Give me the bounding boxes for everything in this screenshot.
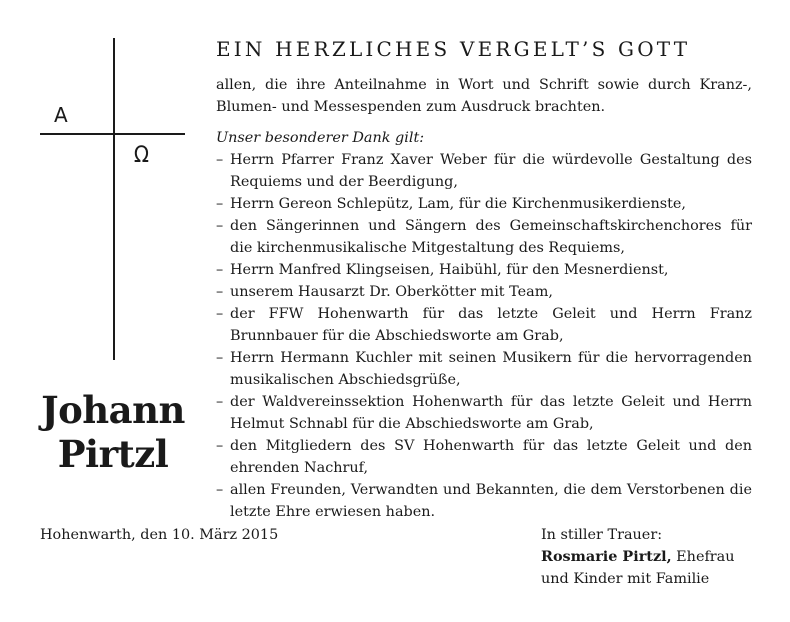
- thanks-item: – Herrn Manfred Klingseisen, Haibühl, für den Mesnerdienst,: [216, 259, 752, 281]
- deceased-first-name: Johann: [41, 388, 185, 432]
- deceased-last-name: Pirtzl: [57, 432, 169, 476]
- mourner-name: Rosmarie Pirtzl,: [541, 548, 672, 565]
- cross-vertical-bar: [113, 38, 115, 360]
- alpha-symbol: A: [54, 103, 68, 127]
- intro-text: allen, die ihre Anteilnahme in Wort und Schrift sowie durch Kranz-, Blumen- und Messespenden zum Ausdruck brachten.: [216, 77, 752, 115]
- mourning-name-line: [541, 546, 735, 568]
- heading: EIN HERZLICHES VERGELT’S GOTT: [216, 37, 691, 61]
- mourning-label: In stiller Trauer:: [541, 527, 663, 543]
- place-date: Hohenwarth, den 10. März 2015: [40, 527, 279, 543]
- thanks-item: – Herrn Pfarrer Franz Xaver Weber für die würdevolle Gestaltung des Requiems und der Beerdigung,: [216, 149, 752, 193]
- mourner-relation: Ehefrau: [671, 549, 735, 565]
- thanks-item: – unserem Hausarzt Dr. Oberkötter mit Team,: [216, 281, 752, 303]
- thanks-item: – den Sängerinnen und Sängern des Gemeinschaftskirchenchores für die kirchenmusikalische Mitgestaltung des Requiems,: [216, 215, 752, 259]
- thanks-item: – Herrn Gereon Schlepütz, Lam, für die Kirchenmusikerdienste,: [216, 193, 752, 215]
- thanks-list: [216, 149, 752, 523]
- mourning-family: und Kinder mit Familie: [541, 571, 710, 587]
- thanks-item: – der Waldvereinssektion Hohenwarth für das letzte Geleit und Herrn Helmut Schnabl für die Abschiedsworte am Grab,: [216, 391, 752, 435]
- mourning-block: [541, 524, 735, 590]
- thanks-item: – allen Freunden, Verwandten und Bekannten, die dem Verstorbenen die letzte Ehre erwiesen haben.: [216, 479, 752, 523]
- omega-symbol: Ω: [133, 143, 149, 168]
- thanks-item: – den Mitgliedern des SV Hohenwarth für das letzte Geleit und den ehrenden Nachruf,: [216, 435, 752, 479]
- cross-horizontal-bar: [40, 133, 185, 135]
- thanks-item: – Herrn Hermann Kuchler mit seinen Musikern für die hervorragenden musikalischen Abschiedsgrüße,: [216, 347, 752, 391]
- thanks-item: – der FFW Hohenwarth für das letzte Geleit und Herrn Franz Brunnbauer für die Abschiedsworte am Grab,: [216, 303, 752, 347]
- content-block: [216, 74, 752, 523]
- thanks-label: Unser besonderer Dank gilt:: [216, 130, 425, 146]
